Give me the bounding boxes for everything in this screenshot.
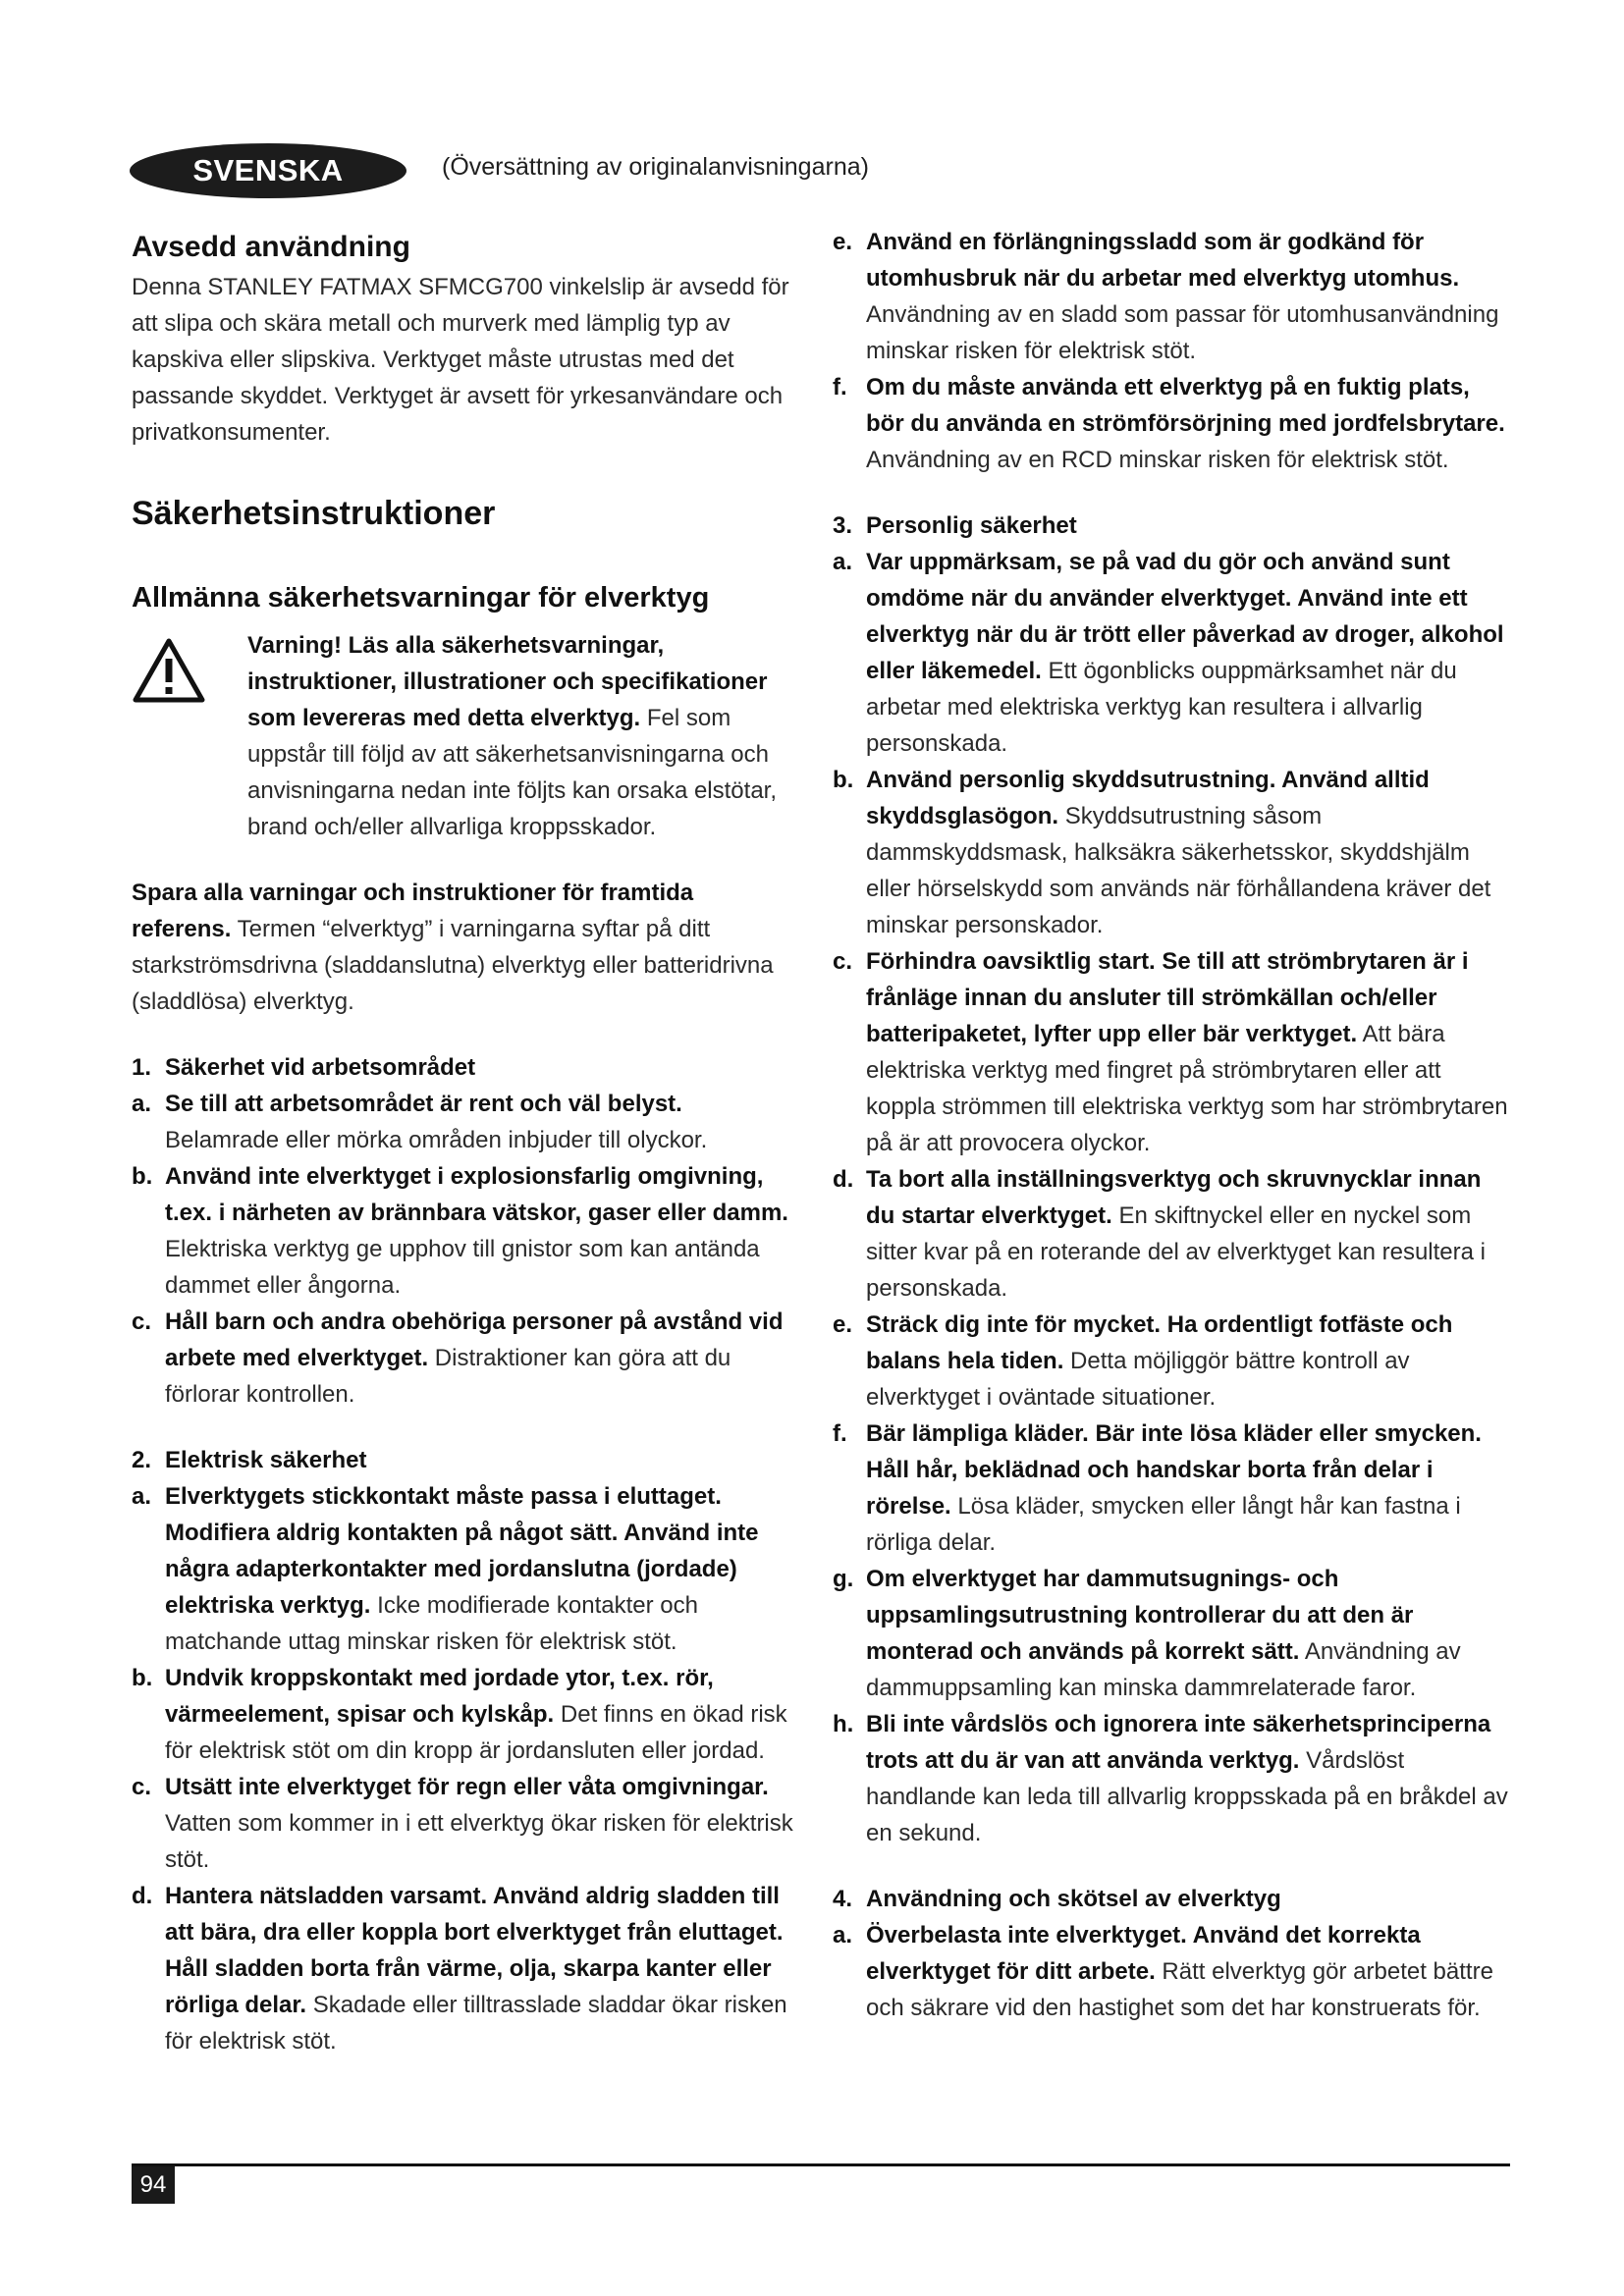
warning-bold: Varning! Läs alla säkerhetsvarningar, instruktioner, illustrationer och specifikationer som levereras med detta elverktyg. — [247, 632, 768, 731]
intended-use-heading: Avsedd användning — [132, 231, 410, 263]
list-item: b. Använd personlig skyddsutrustning. Använd alltid skyddsglasögon. Skyddsutrustning såsom dammskyddsmask, halksäkra säkerhetsskor, skyddshjälm eller hörselskydd som används när förhållandena kräver det minskar personskador. — [833, 767, 1491, 938]
page-number: 94 — [132, 2166, 175, 2204]
list-item: a. Se till att arbetsområdet är rent och väl belyst. Belamrade eller mörka områden inbjuder till olyckor. — [132, 1091, 708, 1153]
save-body: Termen “elverktyg” i varningarna syftar på ditt starkströmsdrivna (sladdanslutna) elverktyg eller batteridrivna (sladdlösa) elverktyg. — [132, 916, 774, 1015]
warning-triangle-icon — [132, 627, 247, 845]
list-item: f. Bär lämpliga kläder. Bär inte lösa kläder eller smycken. Håll hår, beklädnad och handskar borta från delar i rörelse. Lösa kläder, smycken eller långt hår kan fastna i rörliga delar. — [833, 1420, 1482, 1556]
list-item: c. Utsätt inte elverktyget för regn eller våta omgivningar. Vatten som kommer in i ett elverktyg ökar risken för elektrisk stöt. — [132, 1774, 793, 1873]
list-item: b. Använd inte elverktyget i explosionsfarlig omgivning, t.ex. i närheten av brännbara vätskor, gaser eller damm. Elektriska verktyg ge upphov till gnistor som kan antända dammet eller ångorna. — [132, 1163, 788, 1299]
right-column — [833, 224, 1510, 2026]
list-item: b. Undvik kroppskontakt med jordade ytor, t.ex. rör, värmeelement, spisar och kylskåp. Det finns en ökad risk för elektrisk stöt om din kropp är jordansluten eller jordad. — [132, 1665, 787, 1764]
footer-divider — [132, 2163, 1510, 2166]
translation-note: (Översättning av originalanvisningarna) — [442, 153, 869, 181]
list-item: d. Ta bort alla inställningsverktyg och skruvnycklar innan du startar elverktyget. En skiftnyckel eller en nyckel som sitter kvar på en roterande del av elverktyget kan resultera i personskada. — [833, 1166, 1486, 1302]
section-4-heading: 4. Användning och skötsel av elverktyg — [833, 1886, 1281, 1912]
general-warnings-heading: Allmänna säkerhetsvarningar för elverktyg — [132, 582, 710, 614]
list-item: e. Sträck dig inte för mycket. Ha ordentligt fotfäste och balans hela tiden. Detta möjliggör bättre kontroll av elverktyget i oväntade situationer. — [833, 1311, 1453, 1411]
list-item: a. Elverktygets stickkontakt måste passa i eluttaget. Modifiera aldrig kontakten på något sätt. Använd inte några adapterkontakter med jordanslutna (jordade) elektriska verktyg. Icke modifierade kontakter och matchande uttag minskar risken för elektrisk stöt. — [132, 1483, 759, 1655]
section-3-heading: 3. Personlig säkerhet — [833, 512, 1077, 539]
list-item: f. Om du måste använda ett elverktyg på en fuktig plats, bör du använda en strömförsörjning med jordfelsbrytare. Användning av en RCD minskar risken för elektrisk stöt. — [833, 374, 1505, 473]
safety-heading: Säkerhetsinstruktioner — [132, 495, 496, 532]
warning-block — [132, 627, 799, 845]
page-header — [130, 143, 1210, 202]
warning-body: Fel som uppstår till följd av att säkerhetsanvisningarna och anvisningarna nedan inte följts kan orsaka elstötar, brand och/eller allvarliga kroppsskador. — [247, 705, 778, 840]
list-item: c. Förhindra oavsiktlig start. Se till att strömbrytaren är i frånläge innan du ansluter till strömkällan och/eller batteripaketet, lyfter upp eller bär verktyget. Att bära elektriska verktyg med fingret på strömbrytaren eller att koppla strömmen till elektriska verktyg som har strömbrytaren på är att provocera olyckor. — [833, 948, 1508, 1156]
list-item: e. Använd en förlängningssladd som är godkänd för utomhusbruk när du arbetar med elverktyg utomhus. Användning av en sladd som passar för utomhusanvändning minskar risken för elektrisk stöt. — [833, 229, 1499, 364]
section-1-heading: 1. Säkerhet vid arbetsområdet — [132, 1054, 476, 1081]
list-item: d. Hantera nätsladden varsamt. Använd aldrig sladden till att bära, dra eller koppla bort elverktyget från eluttaget. Håll sladden borta från värme, olja, skarpa kanter eller rörliga delar. Skadade eller tilltrasslade sladdar ökar risken för elektrisk stöt. — [132, 1883, 787, 2055]
save-bold: Spara alla varningar och instruktioner för framtida referens. — [132, 880, 694, 942]
warning-text — [247, 627, 799, 845]
list-item: a. Överbelasta inte elverktyget. Använd det korrekta elverktyget för ditt arbete. Rätt elverktyg gör arbetet bättre och säkrare vid den hastighet som det har konstruerats för. — [833, 1922, 1493, 2021]
intended-use-text: Denna STANLEY FATMAX SFMCG700 vinkelslip är avsedd för att slipa och skära metall och murverk med lämplig typ av kapskiva eller slipskiva. Verktyget måste utrustas med det passande skyddet. Verktyget är avsett för yrkesanvändare och privatkonsumenter. — [132, 274, 789, 446]
language-badge: SVENSKA — [130, 143, 406, 198]
save-instructions — [132, 875, 799, 1020]
list-item: a. Var uppmärksam, se på vad du gör och använd sunt omdöme när du använder elverktyget. Använd inte ett elverktyg när du är trött eller påverkad av droger, alkohol eller läkemedel. Ett ögonblicks ouppmärksamhet när du arbetar med elektriska verktyg kan resultera i allvarlig personskada. — [833, 549, 1504, 757]
list-item: c. Håll barn och andra obehöriga personer på avstånd vid arbete med elverktyget. Distraktioner kan göra att du förlorar kontrollen. — [132, 1308, 784, 1408]
left-column — [132, 224, 799, 2059]
section-2-heading: 2. Elektrisk säkerhet — [132, 1447, 367, 1473]
list-item: h. Bli inte vårdslös och ignorera inte säkerhetsprinciperna trots att du är van att använda verktyg. Vårdslöst handlande kan leda till allvarlig kroppsskada på en bråkdel av en sekund. — [833, 1711, 1508, 1846]
list-item: g. Om elverktyget har dammutsugnings- och uppsamlingsutrustning kontrollerar du att den är monterad och används på korrekt sätt. Användning av dammuppsamling kan minska dammrelaterade faror. — [833, 1566, 1461, 1701]
